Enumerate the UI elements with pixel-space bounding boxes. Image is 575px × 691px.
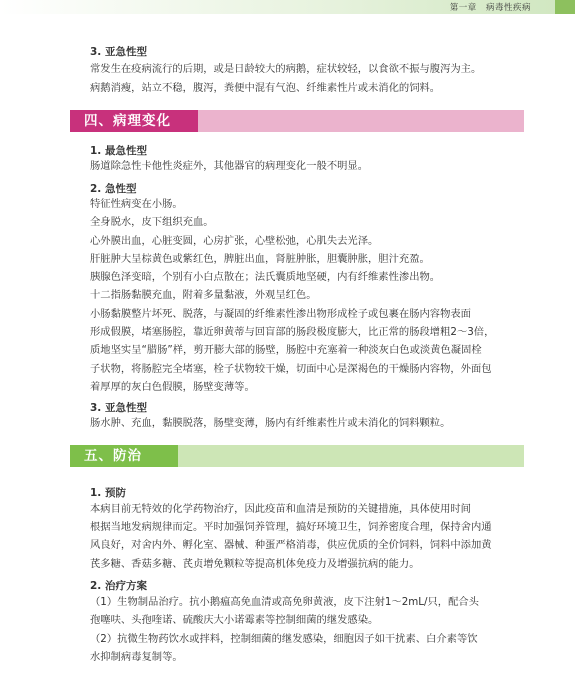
most-acute-text: 肠道除急性卡他性炎症外，其他器官的病理变化一般不明显。 [90, 160, 369, 172]
section-5-banner-fill [178, 445, 524, 467]
prevention-heading: 1. 预防 [90, 487, 126, 499]
subacute-heading: 3. 亚急性型 [90, 402, 147, 414]
treatment-line-1: （1）生物制品治疗。抗小鹅瘟高免血清或高免卵黄液，皮下注射1～2mL/只，配合头 [90, 596, 479, 608]
running-header [0, 0, 575, 14]
acute-line-3: 心外膜出血，心脏变圆，心房扩张，心壁松弛，心肌失去光泽。 [90, 235, 379, 247]
acute-line-6: 十二指肠黏膜充血，附着多量黏液，外观呈红色。 [90, 289, 317, 301]
acute-para-line-4: 子状物，将肠腔完全堵塞，栓子状物较干燥，切面中心是深褐色的干燥肠内容物，外面包 [90, 363, 492, 375]
prevention-line-1: 本病目前无特效的化学药物治疗，因此疫苗和血清是预防的关键措施，具体使用时间 [90, 503, 471, 515]
acute-line-1: 特征性病变在小肠。 [90, 198, 183, 210]
acute-para-line-3: 质地坚实呈“腊肠”样，剪开膨大部的肠壁，肠腔中充塞着一种淡灰白色或淡黄色凝固栓 [90, 344, 482, 356]
section-5-banner [70, 445, 524, 467]
acute-line-2: 全身脱水，皮下组织充血。 [90, 216, 214, 228]
subacute-top-line-2: 病鹅消瘦，站立不稳，腹泻，粪便中混有气泡、纤维素性片或未消化的饲料。 [90, 82, 441, 94]
acute-line-5: 胰腺色泽变暗，个别有小白点散在；法氏囊质地坚硬，内有纤维素性渗出物。 [90, 271, 441, 283]
treatment-line-3: （2）抗微生物药饮水或拌料，控制细菌的继发感染，细胞因子如干扰素、白介素等饮 [90, 633, 478, 645]
treatment-line-2: 孢噻呋、头孢喹诺、硫酸庆大小诺霉素等控制细菌的继发感染。 [90, 614, 379, 626]
treatment-heading: 2. 治疗方案 [90, 580, 147, 592]
subacute-text: 肠水肿、充血，黏膜脱落，肠壁变薄，肠内有纤维素性片或未消化的饲料颗粒。 [90, 417, 451, 429]
section-4-banner [70, 110, 524, 132]
prevention-line-2: 根据当地发病规律而定。平时加强饲养管理，搞好环境卫生，饲养密度合理，保持舍内通 [90, 521, 492, 533]
subacute-top-line-1: 常发生在疫病流行的后期，或是日龄较大的病鹅，症状较轻，以食欲不振与腹泻为主。 [90, 63, 482, 75]
prevention-line-4: 芪多糖、香菇多糖、芪贞增免颗粒等提高机体免疫力及增强抗病的能力。 [90, 558, 420, 570]
acute-para-line-5: 着厚厚的灰白色假膜，肠壁变薄等。 [90, 381, 255, 393]
subacute-heading-top: 3. 亚急性型 [90, 46, 147, 58]
section-4-banner-fill [198, 110, 524, 132]
section-5-title: 五、防治 [70, 445, 178, 467]
acute-line-4: 肝脏肿大呈棕黄色或紫红色，脾脏出血，肾脏肿胀，胆囊肿胀，胆汁充盈。 [90, 253, 430, 265]
acute-para-line-2: 形成假膜，堵塞肠腔，靠近卵黄蒂与回盲部的肠段极度膨大，比正常的肠段增粗2～3倍， [90, 326, 495, 338]
header-tab-marker [555, 0, 575, 14]
section-4-title: 四、病理变化 [70, 110, 198, 132]
header-title: 病毒性疾病 [485, 3, 531, 13]
most-acute-heading: 1. 最急性型 [90, 145, 147, 157]
acute-para-line-1: 小肠黏膜整片坏死、脱落，与凝固的纤维素性渗出物形成栓子或包裹在肠内容物表面 [90, 308, 471, 320]
header-chapter: 第一章 [449, 3, 477, 13]
treatment-line-4: 水抑制病毒复制等。 [90, 651, 183, 663]
acute-heading: 2. 急性型 [90, 183, 137, 195]
header-text [444, 1, 531, 13]
prevention-line-3: 风良好，对舍内外、孵化室、器械、种蛋严格消毒，供应优质的全价饲料，饲料中添加黄 [90, 539, 492, 551]
